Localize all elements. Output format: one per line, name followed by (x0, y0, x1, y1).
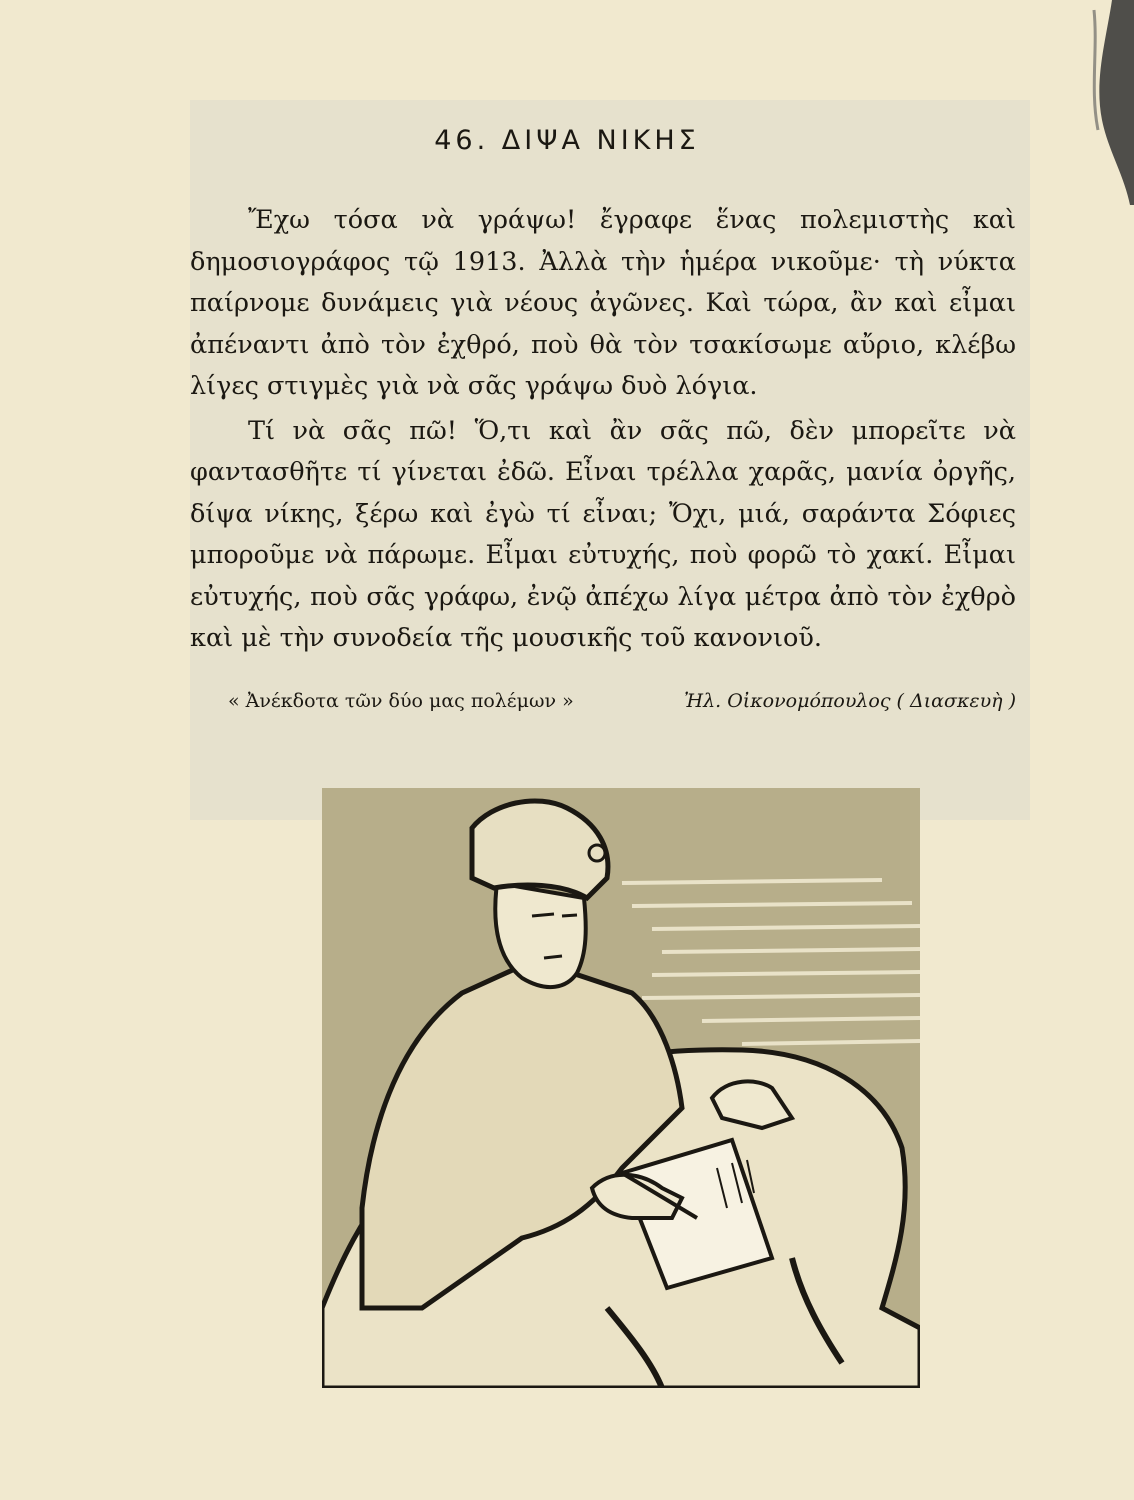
soldier-writing-illustration (322, 788, 920, 1388)
paragraph: Ἔχω τόσα νὰ γράψω! ἔγραφε ἕνας πολεμιστὴς καὶ δημοσιογράφος τῷ 1913. Ἀλλὰ τὴν ἡμέρα νικοῦμε· τὴ νύκτα παίρνομε δυνάμεις γιὰ νέους ἀγῶνες. Καὶ τώρα, ἂν καὶ εἶμαι ἀπέναντι ἀπὸ τὸν ἐχθρό, ποὺ θὰ τὸν τσακίσωμε αὔριο, κλέβω λίγες στιγμὲς γιὰ νὰ σᾶς γράψω δυὸ λόγια. (190, 205, 1016, 401)
article-body (190, 200, 1016, 660)
paragraph: Τί νὰ σᾶς πῶ! Ὅ,τι καὶ ἂν σᾶς πῶ, δὲν μπορεῖτε νὰ φαντασθῆτε τί γίνεται ἐδῶ. Εἶναι τρέλλα χαρᾶς, μανία ὀργῆς, δίψα νίκης, ξέρω καὶ ἐγὼ τί εἶναι; Ὄχι, μιά, σαράντα Σόφιες μποροῦμε νὰ πάρωμε. Εἶμαι εὐτυχής, ποὺ φορῶ τὸ χακί. Εἶμαι εὐτυχής, ποὺ σᾶς γράφω, ἐνῷ ἀπέχω λίγα μέτρα ἀπὸ τὸν ἐχθρὸ καὶ μὲ τὴν συνοδεία τῆς μουσικῆς τοῦ κανονιοῦ. (190, 415, 1016, 653)
source-author: Ἠλ. Οἰκονομόπουλος ( Διασκευὴ ) (684, 690, 1016, 712)
woodcut-soldier-drawing (322, 788, 920, 1388)
page-title: 46. ΔΙΨΑ ΝΙΚΗΣ (434, 125, 700, 156)
source-book: « Ἀνέκδοτα τῶν δύο μας πολέμων » (228, 690, 574, 712)
ink-smudge-mark (994, 0, 1134, 210)
source-citation (228, 690, 1016, 712)
